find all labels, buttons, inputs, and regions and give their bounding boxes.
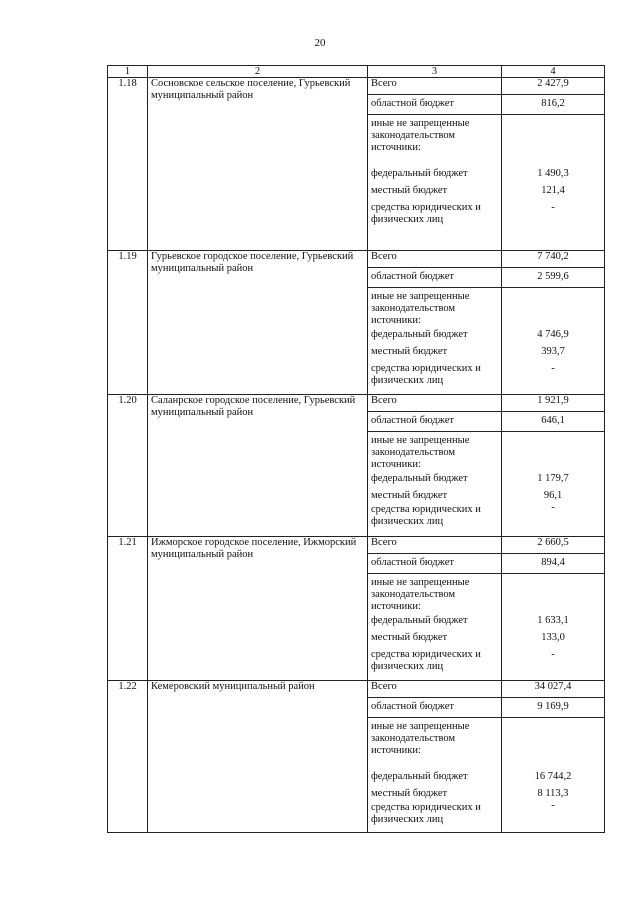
federal-value: 1 490,3 xyxy=(537,168,569,179)
local-value: 133,0 xyxy=(541,632,565,643)
local-value: 121,4 xyxy=(541,185,565,196)
sources-cell xyxy=(368,574,502,681)
entry-name: Сосновское сельское поселение, Гурьевский муниципальный район xyxy=(148,78,368,251)
regional-value: 2 599,6 xyxy=(502,268,605,288)
header-row xyxy=(108,66,605,78)
total-label: Всего xyxy=(368,78,502,95)
total-value: 34 027,4 xyxy=(502,681,605,698)
table-row-total xyxy=(108,251,605,268)
entry-name: Ижморское городское поселение, Ижморский муниципальный район xyxy=(148,537,368,681)
private-label: средства юридических и физических лиц xyxy=(371,649,481,672)
total-label: Всего xyxy=(368,251,502,268)
sources-values xyxy=(502,115,605,251)
regional-value: 646,1 xyxy=(502,412,605,432)
local-label: местный бюджет xyxy=(371,632,448,643)
federal-label: федеральный бюджет xyxy=(371,329,468,340)
local-value: 96,1 xyxy=(543,490,563,501)
private-label: средства юридических и физических лиц xyxy=(371,363,481,386)
private-label: средства юридических и физических лиц xyxy=(371,202,481,225)
total-value: 2 660,5 xyxy=(502,537,605,554)
local-value: 393,7 xyxy=(541,346,565,357)
entry-number: 1.19 xyxy=(108,251,148,395)
other-sources-label: иные не запрещенные законодательством источники: xyxy=(371,577,470,612)
sources-cell xyxy=(368,288,502,395)
sources-values xyxy=(502,288,605,395)
private-value: - xyxy=(551,649,555,660)
table-row-total xyxy=(108,537,605,554)
budget-table xyxy=(107,65,605,833)
total-label: Всего xyxy=(368,395,502,412)
entry-name: Саланрское городское поселение, Гурьевский муниципальный район xyxy=(148,395,368,537)
header-col-2: 2 xyxy=(148,66,368,78)
sources-values xyxy=(502,574,605,681)
federal-label: федеральный бюджет xyxy=(371,168,468,179)
other-sources-label: иные не запрещенные законодательством источники: xyxy=(371,118,470,153)
federal-label: федеральный бюджет xyxy=(371,473,468,484)
local-value: 8 113,3 xyxy=(537,788,569,799)
header-col-1: 1 xyxy=(108,66,148,78)
federal-value: 4 746,9 xyxy=(537,329,569,340)
regional-value: 894,4 xyxy=(502,554,605,574)
sources-cell xyxy=(368,718,502,833)
local-label: местный бюджет xyxy=(371,788,448,799)
regional-label: областной бюджет xyxy=(368,698,502,718)
entry-number: 1.18 xyxy=(108,78,148,251)
sources-cell xyxy=(368,115,502,251)
total-value: 2 427,9 xyxy=(502,78,605,95)
other-sources-label: иные не запрещенные законодательством источники: xyxy=(371,721,470,756)
federal-label: федеральный бюджет xyxy=(371,615,468,626)
federal-value: 16 744,2 xyxy=(534,771,572,782)
total-label: Всего xyxy=(368,681,502,698)
regional-label: областной бюджет xyxy=(368,412,502,432)
entry-name: Кемеровский муниципальный район xyxy=(148,681,368,833)
sources-values xyxy=(502,432,605,537)
other-sources-label: иные не запрещенные законодательством источники: xyxy=(371,291,470,326)
private-label: средства юридических и физических лиц xyxy=(371,802,481,825)
private-value: - xyxy=(551,502,555,513)
page-number: 20 xyxy=(314,37,326,49)
federal-value: 1 633,1 xyxy=(537,615,569,626)
regional-value: 9 169,9 xyxy=(502,698,605,718)
federal-label: федеральный бюджет xyxy=(371,771,468,782)
private-value: - xyxy=(551,800,555,811)
regional-label: областной бюджет xyxy=(368,554,502,574)
private-value: - xyxy=(551,202,555,213)
header-col-3: 3 xyxy=(368,66,502,78)
private-value: - xyxy=(551,363,555,374)
federal-value: 1 179,7 xyxy=(537,473,569,484)
private-label: средства юридических и физических лиц xyxy=(371,504,481,527)
table-body xyxy=(108,78,605,833)
table-row-total xyxy=(108,681,605,698)
total-label: Всего xyxy=(368,537,502,554)
other-sources-label: иные не запрещенные законодательством источники: xyxy=(371,435,470,470)
entry-number: 1.22 xyxy=(108,681,148,833)
header-col-4: 4 xyxy=(502,66,605,78)
entry-number: 1.20 xyxy=(108,395,148,537)
regional-label: областной бюджет xyxy=(368,95,502,115)
entry-name: Гурьевское городское поселение, Гурьевский муниципальный район xyxy=(148,251,368,395)
total-value: 1 921,9 xyxy=(502,395,605,412)
local-label: местный бюджет xyxy=(371,346,448,357)
local-label: местный бюджет xyxy=(371,185,448,196)
entry-number: 1.21 xyxy=(108,537,148,681)
table-row-total xyxy=(108,395,605,412)
regional-label: областной бюджет xyxy=(368,268,502,288)
table-row-total xyxy=(108,78,605,95)
local-label: местный бюджет xyxy=(371,490,448,501)
sources-values xyxy=(502,718,605,833)
regional-value: 816,2 xyxy=(502,95,605,115)
total-value: 7 740,2 xyxy=(502,251,605,268)
sources-cell xyxy=(368,432,502,537)
